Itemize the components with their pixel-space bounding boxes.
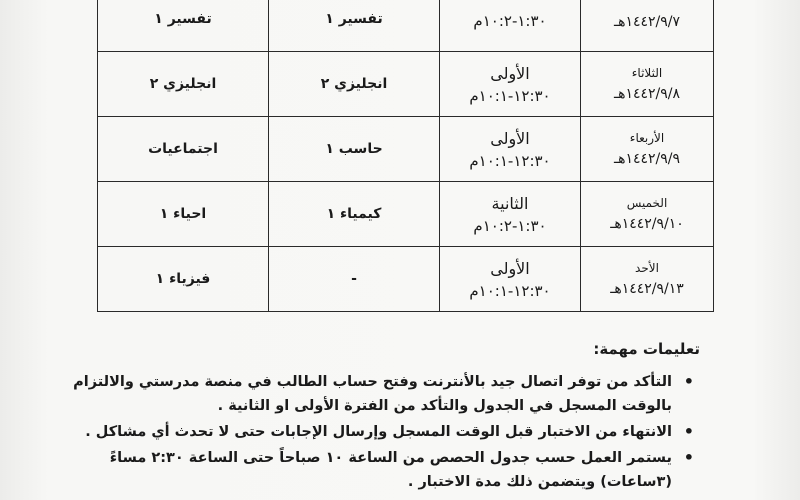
- instructions-section: [60, 340, 700, 496]
- period-time: ١:٣٠-١٠:٢م: [473, 12, 547, 30]
- exam-schedule-table: [97, 0, 714, 312]
- period-name: الثانية: [491, 193, 529, 213]
- subject-cell: -: [269, 247, 440, 312]
- period-name: الأولى: [490, 258, 530, 278]
- day-name: الثلاثاء: [631, 66, 663, 80]
- list-item: • الانتهاء من الاختبار قبل الوقت المسجل وإرسال الإجابات حتى لا تحدث أي مشاكل .: [60, 420, 672, 444]
- period-name: الأولى: [490, 63, 530, 83]
- table-row: [98, 117, 714, 182]
- period-name: الأولى: [490, 128, 530, 148]
- subject-cell: حاسب ١: [269, 117, 440, 182]
- subject-cell: تفسير ١: [98, 0, 269, 52]
- table-row: [98, 0, 714, 52]
- subject-cell: انجليزي ٢: [98, 52, 269, 117]
- period-cell: [440, 0, 581, 52]
- subject-cell: كيمياء ١: [269, 182, 440, 247]
- subject-cell: انجليزي ٢: [269, 52, 440, 117]
- period-time: ١٢:٣٠-١٠:١م: [469, 151, 551, 170]
- instructions-list: [60, 370, 700, 494]
- table-row: [98, 247, 714, 312]
- period-cell: [440, 182, 581, 247]
- period-time: ١٢:٣٠-١٠:١م: [469, 86, 551, 105]
- period-cell: [440, 117, 581, 182]
- day-name: الأحد: [635, 261, 659, 275]
- day-cell: [581, 247, 714, 312]
- day-cell: [581, 182, 714, 247]
- day-date: ١٤٤٢/٩/١٠هـ: [610, 216, 684, 232]
- day-cell: [581, 0, 714, 52]
- list-item: • يستمر العمل حسب جدول الحصص من الساعة ١٠ صباحاً حتى الساعة ٢:٣٠ مساءً (٣ساعات) ويتضمن ذلك مدة الاختبار .: [60, 446, 672, 494]
- day-name: الأربعاء: [629, 131, 665, 145]
- instructions-title: تعليمات مهمة:: [593, 340, 700, 358]
- table-row: [98, 52, 714, 117]
- day-cell: [581, 52, 714, 117]
- subject-cell: تفسير ١: [269, 0, 440, 52]
- day-date: ١٤٤٢/٩/٧هـ: [613, 14, 681, 30]
- period-time: ١:٣٠-١٠:٢م: [473, 216, 547, 235]
- day-date: ١٤٤٢/٩/٩هـ: [613, 151, 681, 167]
- list-item: • التأكد من توفر اتصال جيد بالأنترنت وفتح حساب الطالب في منصة مدرستي والالتزام بالوقت المسجل في الجدول والتأكد من الفترة الأولى او الثانية .: [60, 370, 672, 418]
- day-date: ١٤٤٢/٩/١٣هـ: [610, 281, 684, 297]
- day-date: ١٤٤٢/٩/٨هـ: [613, 86, 681, 102]
- day-name: الخميس: [626, 196, 668, 210]
- day-cell: [581, 117, 714, 182]
- subject-cell: احياء ١: [98, 182, 269, 247]
- subject-cell: فيزياء ١: [98, 247, 269, 312]
- table-row: [98, 182, 714, 247]
- period-cell: [440, 247, 581, 312]
- period-cell: [440, 52, 581, 117]
- subject-cell: اجتماعيات: [98, 117, 269, 182]
- period-time: ١٢:٣٠-١٠:١م: [469, 281, 551, 300]
